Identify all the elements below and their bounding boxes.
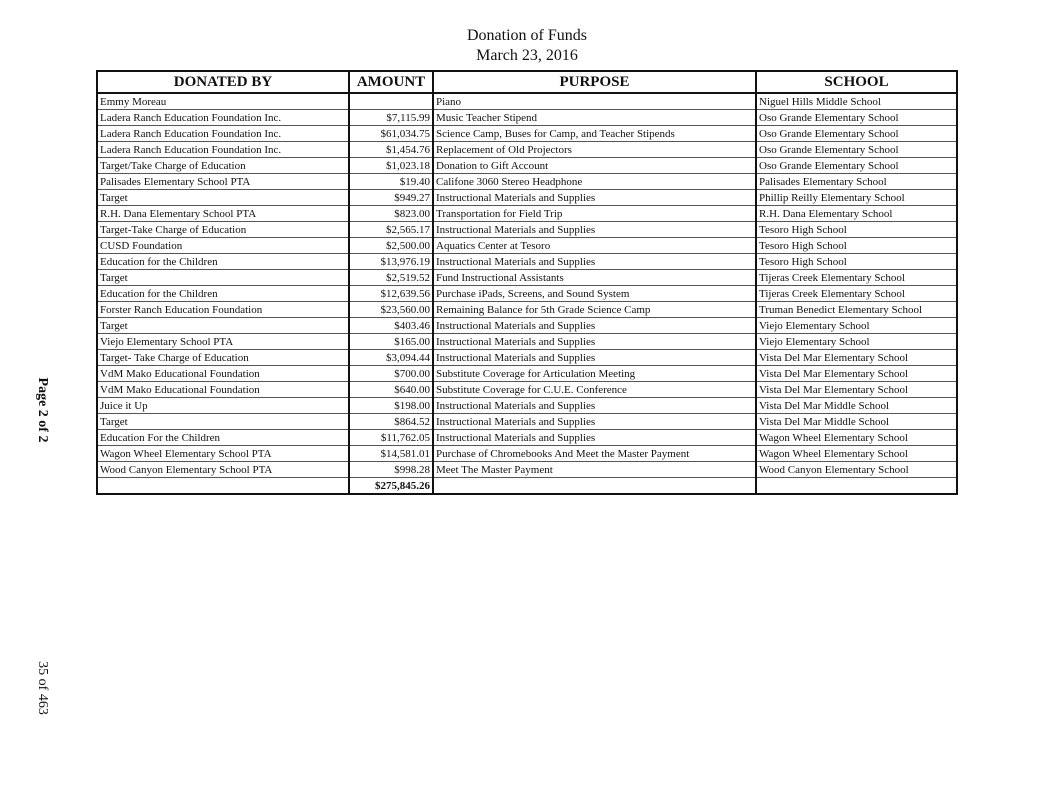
amount-cell: $19.40 <box>349 174 433 190</box>
donor-cell: Emmy Moreau <box>97 93 349 110</box>
school-cell: Oso Grande Elementary School <box>756 142 957 158</box>
school-cell: Palisades Elementary School <box>756 174 957 190</box>
school-cell: R.H. Dana Elementary School <box>756 206 957 222</box>
school-cell: Wagon Wheel Elementary School <box>756 446 957 462</box>
purpose-cell: Science Camp, Buses for Camp, and Teacher Stipends <box>433 126 756 142</box>
table-row <box>97 318 957 334</box>
column-header-school: SCHOOL <box>756 71 957 93</box>
donor-cell: Wagon Wheel Elementary School PTA <box>97 446 349 462</box>
table-row <box>97 222 957 238</box>
table-row <box>97 93 957 110</box>
donor-cell: Education For the Children <box>97 430 349 446</box>
table-row <box>97 206 957 222</box>
donor-cell: Target- Take Charge of Education <box>97 350 349 366</box>
school-cell: Tesoro High School <box>756 238 957 254</box>
purpose-cell: Substitute Coverage for C.U.E. Conference <box>433 382 756 398</box>
school-cell: Vista Del Mar Elementary School <box>756 350 957 366</box>
amount-cell: $1,023.18 <box>349 158 433 174</box>
table-row <box>97 190 957 206</box>
purpose-cell: Meet The Master Payment <box>433 462 756 478</box>
document-date: March 23, 2016 <box>476 47 578 64</box>
amount-cell: $165.00 <box>349 334 433 350</box>
donor-cell: R.H. Dana Elementary School PTA <box>97 206 349 222</box>
table-row <box>97 462 957 478</box>
donor-cell: Ladera Ranch Education Foundation Inc. <box>97 110 349 126</box>
donor-cell: Forster Ranch Education Foundation <box>97 302 349 318</box>
donor-cell: Target <box>97 190 349 206</box>
donor-cell: Target <box>97 414 349 430</box>
purpose-cell: Transportation for Field Trip <box>433 206 756 222</box>
donor-cell: Target <box>97 270 349 286</box>
school-cell: Vista Del Mar Middle School <box>756 414 957 430</box>
table-row <box>97 366 957 382</box>
amount-cell: $61,034.75 <box>349 126 433 142</box>
document-title: Donation of Funds <box>467 27 587 44</box>
table-header-row <box>97 71 957 93</box>
table-body <box>97 93 957 494</box>
school-cell: Oso Grande Elementary School <box>756 126 957 142</box>
school-cell: Niguel Hills Middle School <box>756 93 957 110</box>
table-row <box>97 142 957 158</box>
amount-cell: $1,454.76 <box>349 142 433 158</box>
amount-cell <box>349 93 433 110</box>
school-cell: Viejo Elementary School <box>756 318 957 334</box>
school-cell: Truman Benedict Elementary School <box>756 302 957 318</box>
donor-cell: Education for the Children <box>97 254 349 270</box>
table-row <box>97 286 957 302</box>
purpose-cell: Instructional Materials and Supplies <box>433 350 756 366</box>
purpose-cell: Instructional Materials and Supplies <box>433 414 756 430</box>
amount-cell: $23,560.00 <box>349 302 433 318</box>
table-row <box>97 382 957 398</box>
table-row <box>97 126 957 142</box>
school-cell: Oso Grande Elementary School <box>756 158 957 174</box>
table-row <box>97 174 957 190</box>
donations-table <box>96 70 958 495</box>
school-cell: Tijeras Creek Elementary School <box>756 286 957 302</box>
purpose-cell: Remaining Balance for 5th Grade Science Camp <box>433 302 756 318</box>
donor-cell: CUSD Foundation <box>97 238 349 254</box>
amount-cell: $198.00 <box>349 398 433 414</box>
amount-cell: $14,581.01 <box>349 446 433 462</box>
table-row <box>97 334 957 350</box>
amount-cell: $998.28 <box>349 462 433 478</box>
table-row <box>97 350 957 366</box>
amount-cell: $2,565.17 <box>349 222 433 238</box>
total-amount: $275,845.26 <box>349 478 433 495</box>
table-row <box>97 254 957 270</box>
amount-cell: $823.00 <box>349 206 433 222</box>
purpose-cell: Instructional Materials and Supplies <box>433 190 756 206</box>
amount-cell: $2,519.52 <box>349 270 433 286</box>
donor-cell: Ladera Ranch Education Foundation Inc. <box>97 142 349 158</box>
purpose-cell: Instructional Materials and Supplies <box>433 254 756 270</box>
school-cell: Tesoro High School <box>756 254 957 270</box>
table-row <box>97 158 957 174</box>
amount-cell: $11,762.05 <box>349 430 433 446</box>
amount-cell: $949.27 <box>349 190 433 206</box>
school-cell: Wagon Wheel Elementary School <box>756 430 957 446</box>
page-number-label: Page 2 of 2 <box>35 377 50 443</box>
donor-cell: Juice it Up <box>97 398 349 414</box>
school-cell: Vista Del Mar Elementary School <box>756 382 957 398</box>
empty-cell <box>433 478 756 495</box>
purpose-cell: Instructional Materials and Supplies <box>433 222 756 238</box>
purpose-cell: Piano <box>433 93 756 110</box>
purpose-cell: Substitute Coverage for Articulation Meeting <box>433 366 756 382</box>
purpose-cell: Music Teacher Stipend <box>433 110 756 126</box>
school-cell: Wood Canyon Elementary School <box>756 462 957 478</box>
amount-cell: $403.46 <box>349 318 433 334</box>
table-row <box>97 414 957 430</box>
donor-cell: Palisades Elementary School PTA <box>97 174 349 190</box>
donor-cell: VdM Mako Educational Foundation <box>97 366 349 382</box>
school-cell: Vista Del Mar Elementary School <box>756 366 957 382</box>
page-count-label: 35 of 463 <box>35 661 50 715</box>
donor-cell: Target <box>97 318 349 334</box>
purpose-cell: Purchase of Chromebooks And Meet the Master Payment <box>433 446 756 462</box>
table-row <box>97 238 957 254</box>
donor-cell: Viejo Elementary School PTA <box>97 334 349 350</box>
column-header-purpose: PURPOSE <box>433 71 756 93</box>
purpose-cell: Califone 3060 Stereo Headphone <box>433 174 756 190</box>
table-row <box>97 270 957 286</box>
table-row <box>97 110 957 126</box>
amount-cell: $7,115.99 <box>349 110 433 126</box>
school-cell: Oso Grande Elementary School <box>756 110 957 126</box>
amount-cell: $13,976.19 <box>349 254 433 270</box>
donor-cell: Target-Take Charge of Education <box>97 222 349 238</box>
school-cell: Viejo Elementary School <box>756 334 957 350</box>
purpose-cell: Instructional Materials and Supplies <box>433 430 756 446</box>
purpose-cell: Replacement of Old Projectors <box>433 142 756 158</box>
amount-cell: $2,500.00 <box>349 238 433 254</box>
purpose-cell: Fund Instructional Assistants <box>433 270 756 286</box>
purpose-cell: Aquatics Center at Tesoro <box>433 238 756 254</box>
donor-cell: Education for the Children <box>97 286 349 302</box>
donor-cell: Target/Take Charge of Education <box>97 158 349 174</box>
purpose-cell: Instructional Materials and Supplies <box>433 318 756 334</box>
donor-cell: VdM Mako Educational Foundation <box>97 382 349 398</box>
amount-cell: $640.00 <box>349 382 433 398</box>
school-cell: Tijeras Creek Elementary School <box>756 270 957 286</box>
table-row <box>97 430 957 446</box>
amount-cell: $3,094.44 <box>349 350 433 366</box>
table-row <box>97 398 957 414</box>
school-cell: Vista Del Mar Middle School <box>756 398 957 414</box>
amount-cell: $700.00 <box>349 366 433 382</box>
table-row <box>97 446 957 462</box>
purpose-cell: Purchase iPads, Screens, and Sound System <box>433 286 756 302</box>
donor-cell: Wood Canyon Elementary School PTA <box>97 462 349 478</box>
empty-cell <box>756 478 957 495</box>
purpose-cell: Donation to Gift Account <box>433 158 756 174</box>
school-cell: Tesoro High School <box>756 222 957 238</box>
purpose-cell: Instructional Materials and Supplies <box>433 398 756 414</box>
amount-cell: $12,639.56 <box>349 286 433 302</box>
empty-cell <box>97 478 349 495</box>
donor-cell: Ladera Ranch Education Foundation Inc. <box>97 126 349 142</box>
purpose-cell: Instructional Materials and Supplies <box>433 334 756 350</box>
column-header-amount: AMOUNT <box>349 71 433 93</box>
total-row <box>97 478 957 495</box>
column-header-donated-by: DONATED BY <box>97 71 349 93</box>
table-row <box>97 302 957 318</box>
school-cell: Phillip Reilly Elementary School <box>756 190 957 206</box>
amount-cell: $864.52 <box>349 414 433 430</box>
